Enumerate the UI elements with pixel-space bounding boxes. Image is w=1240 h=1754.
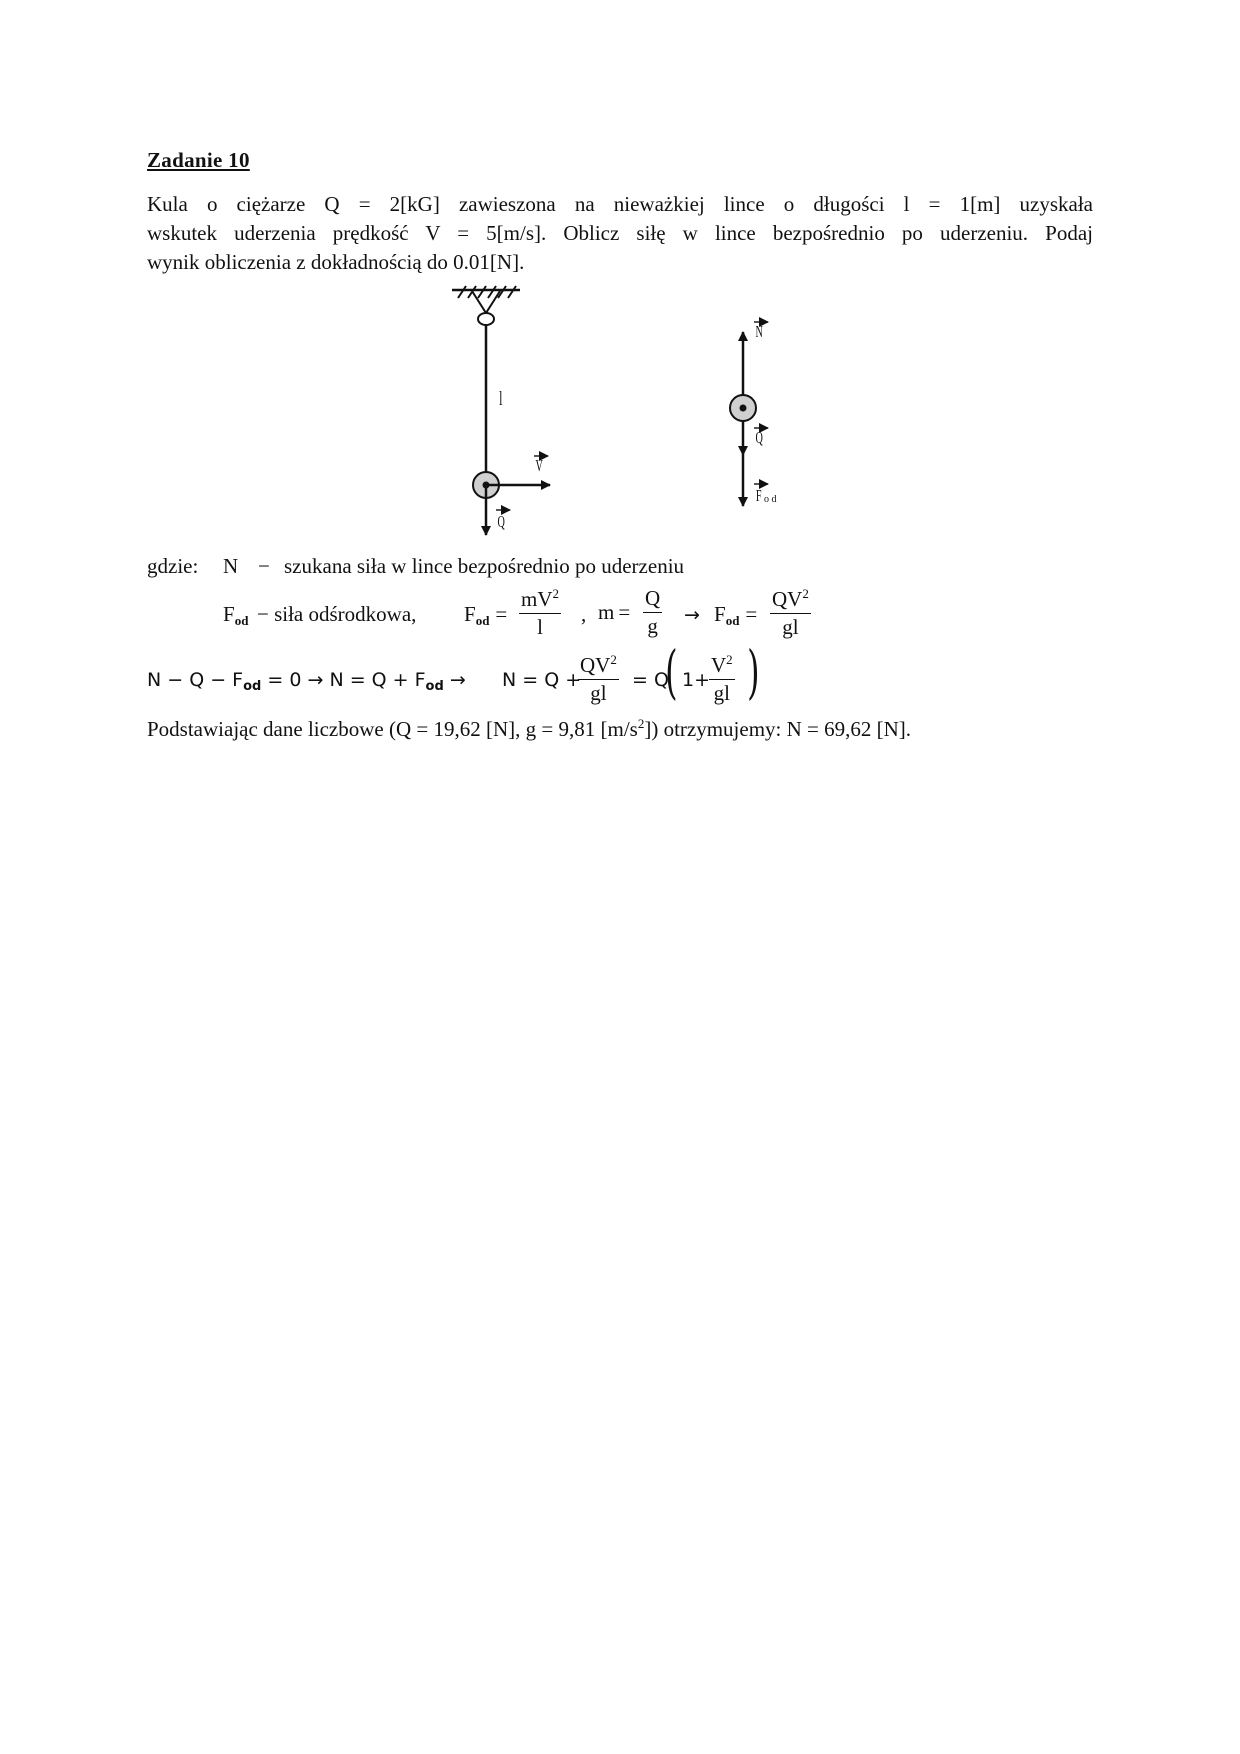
- n-symbol: N: [223, 554, 239, 578]
- velocity-label: V: [535, 456, 543, 475]
- f-symbol: $F_{od}$: [223, 602, 249, 628]
- free-body-diagram: [730, 322, 768, 506]
- n-description: szukana siła w lince bezpośrednio po uderzeniu: [284, 554, 685, 578]
- result-text: Podstawiając dane liczbowe (Q = 19,62 [N], g = 9,81 $[m/s^2]$) otrzymujemy: N = 69,62 [N].: [147, 716, 912, 741]
- centrifugal-sub: o d: [764, 494, 777, 505]
- pendulum-figure: [0, 0, 1240, 560]
- fraction-q-over-g: $\frac{Q}{g}$: [645, 586, 661, 638]
- hinge-pin: [478, 313, 494, 325]
- weight-label-2: Q: [755, 428, 763, 447]
- problem-title: Zadanie 10: [147, 148, 250, 172]
- dash: −: [258, 554, 270, 578]
- weight-label: Q: [497, 512, 505, 531]
- left-paren: (: [665, 638, 678, 706]
- f-eq-lhs: $F_{od}$ =: [464, 602, 508, 628]
- equation-n-eq: N = Q +: [502, 669, 582, 691]
- ceiling-hatch: [458, 286, 516, 298]
- problem-line-2: wskutek uderzenia prędkość V = 5[m/s]. Oblicz siłę w lince bezpośrednio po uderzeniu. Podaj: [147, 221, 1093, 245]
- m-lhs: m =: [598, 600, 631, 624]
- comma: ,: [581, 602, 587, 626]
- problem-line-1: Kula o ciężarze Q = 2[kG] zawieszona na nieważkiej lince o długości l = 1[m] uzyskała: [147, 192, 1093, 216]
- right-paren: ): [747, 638, 760, 706]
- equation-eq-q: = Q: [632, 669, 669, 691]
- length-label: l: [499, 388, 503, 410]
- where-prefix: gdzie:: [147, 554, 199, 578]
- fraction-v2-over-gl: $\frac{V^2}{gl}$: [711, 652, 733, 705]
- hinge-support: [472, 291, 500, 313]
- centrifugal-label: F: [755, 486, 762, 505]
- arrow-1: →: [684, 604, 700, 626]
- f-description: − siła odśrodkowa,: [257, 602, 417, 626]
- equation-part-1: $N - Q - F_{od} = 0 \to N = Q + F_{od}$ →: [147, 669, 466, 694]
- problem-line-3: wynik obliczenia z dokładnością do 0.01[N].: [147, 250, 525, 274]
- ball-2-center: [740, 405, 747, 412]
- f2-lhs: $F_{od}$ =: [714, 602, 758, 628]
- fraction-qv2-gl-2: $\frac{QV^2}{gl}$: [580, 652, 617, 705]
- equation-inner: 1+: [682, 669, 711, 691]
- fraction-qv2-over-gl: $\frac{QV^2}{gl}$: [772, 586, 809, 639]
- tension-label: N: [755, 322, 763, 341]
- fraction-mv2-over-l: $\frac{mV^2}{l}$: [521, 586, 559, 639]
